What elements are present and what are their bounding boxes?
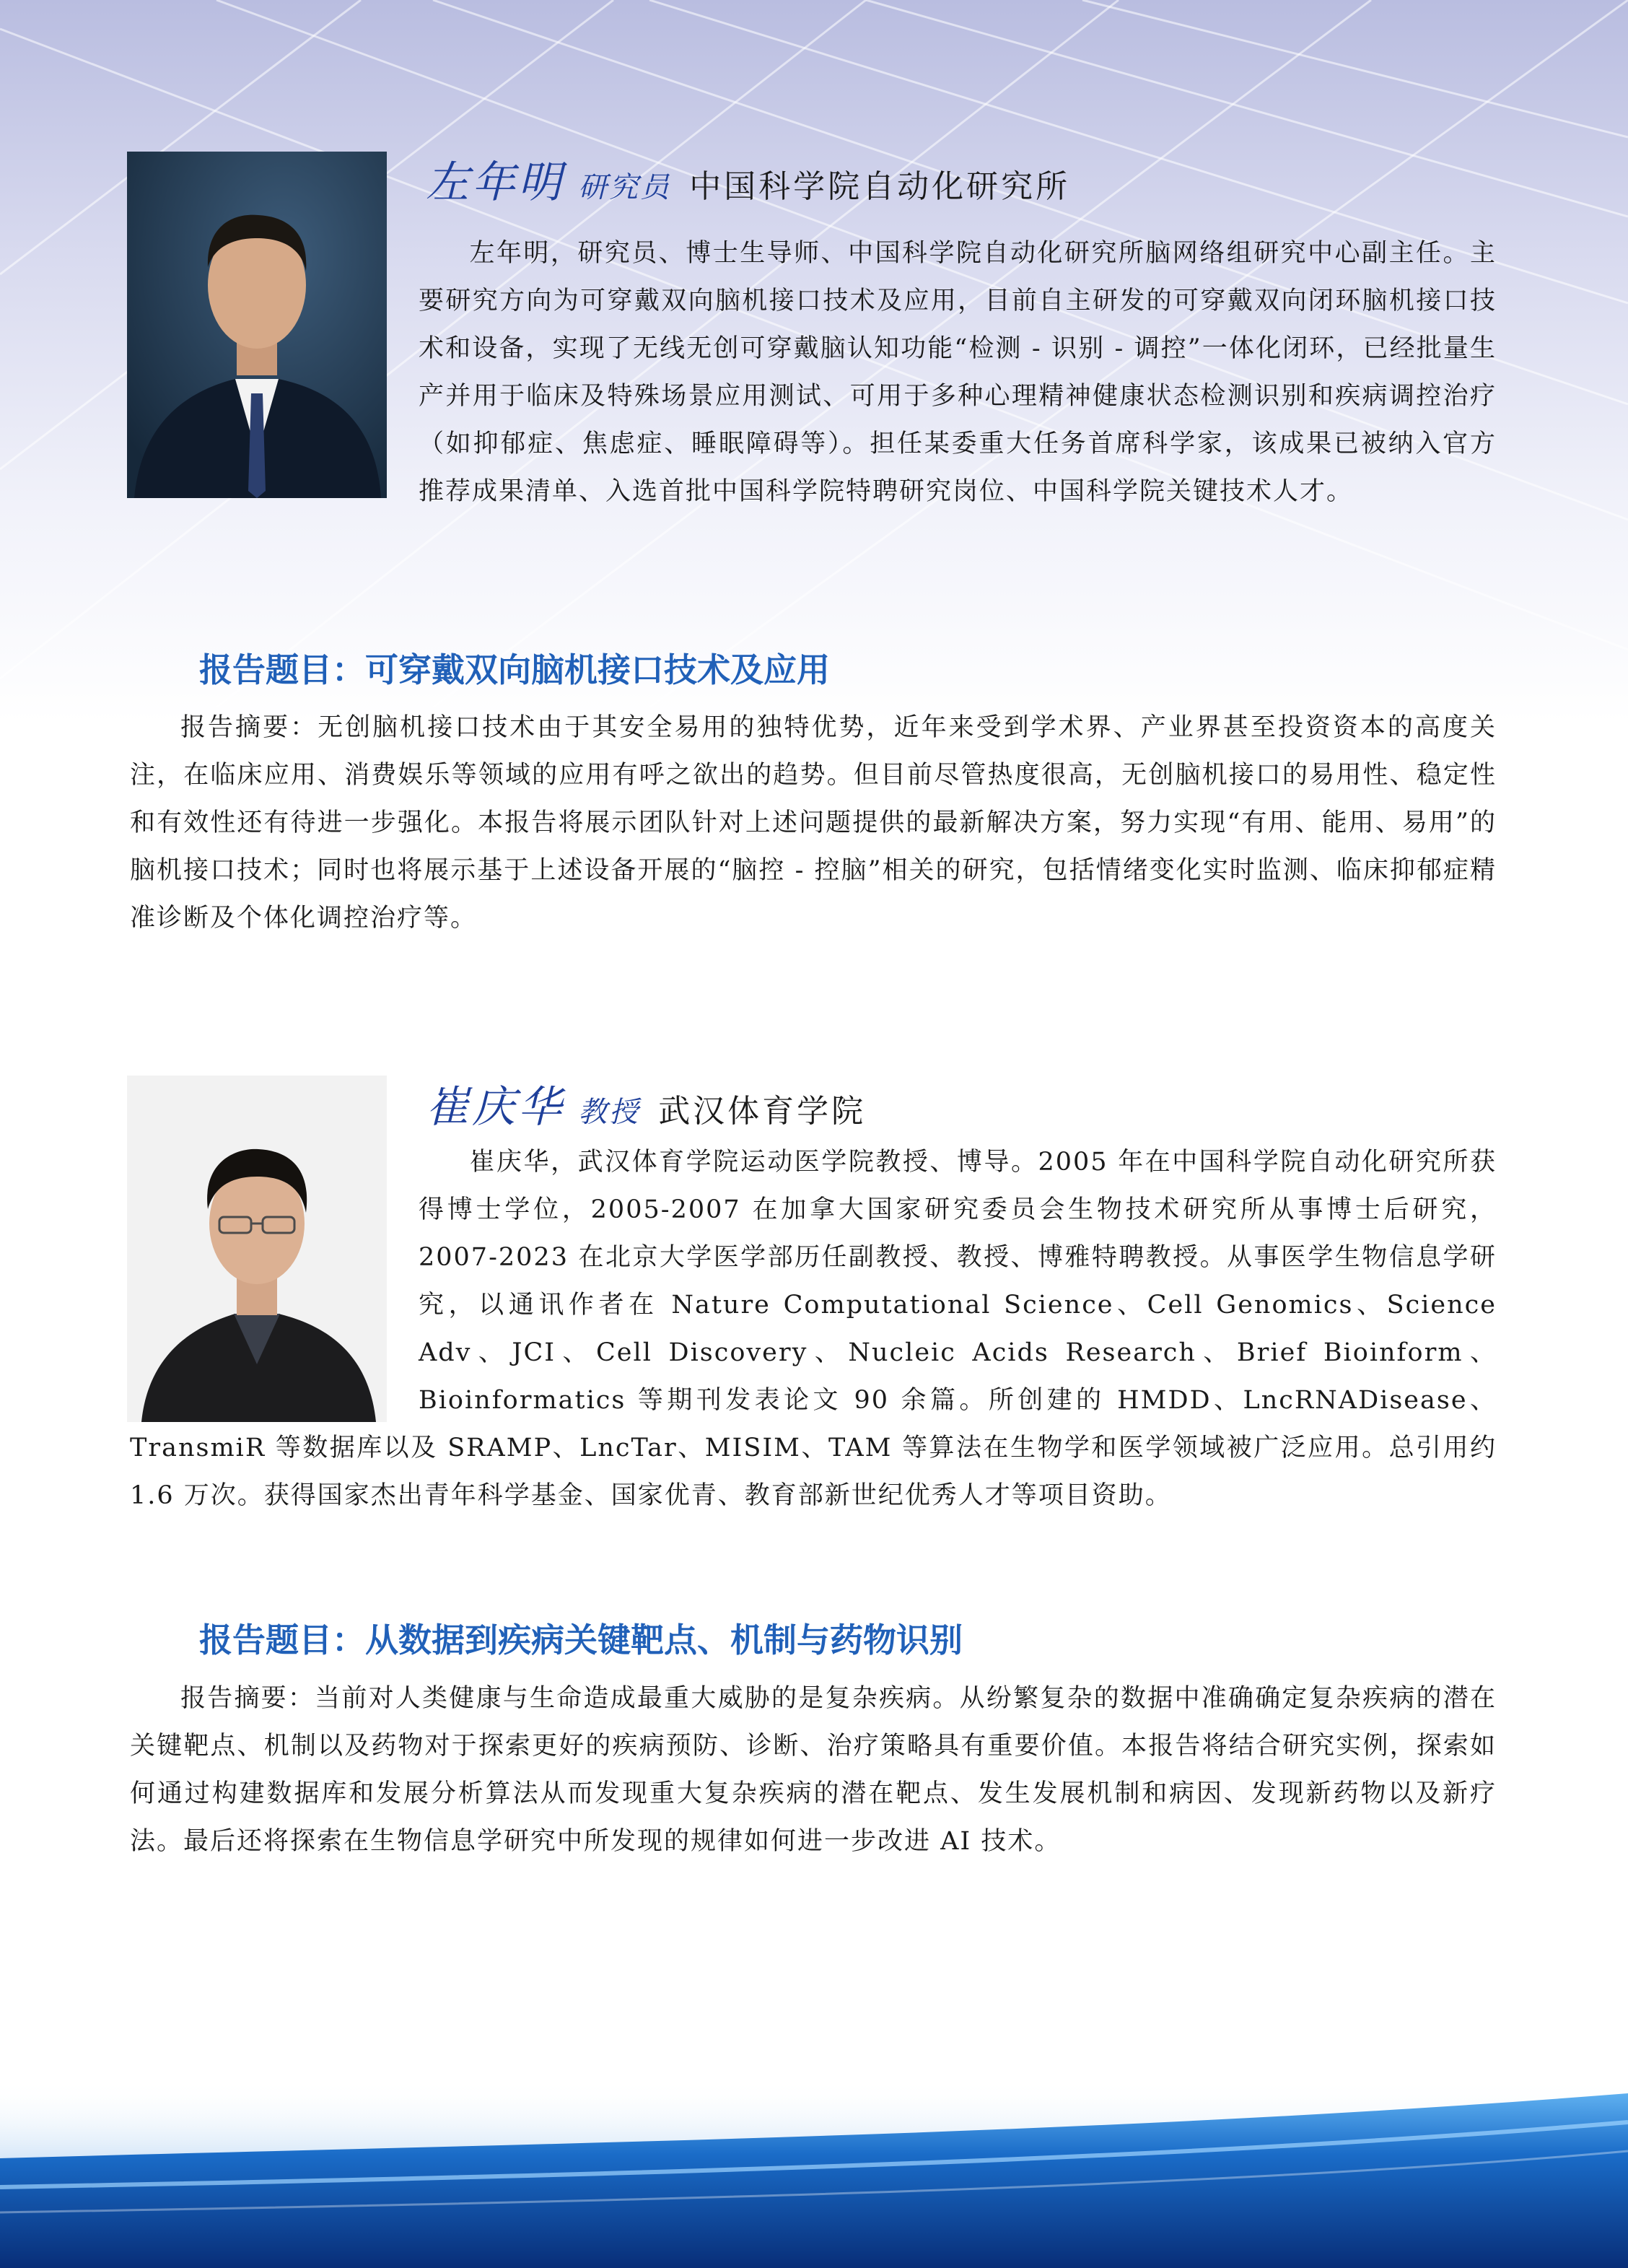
- speaker-1-topic: 报告题目：可穿戴双向脑机接口技术及应用: [199, 650, 830, 689]
- portrait-wrap-spacer: [130, 1138, 419, 1424]
- speaker-1-rank: 研究员: [578, 171, 672, 204]
- portrait-wrap-spacer: [130, 230, 419, 515]
- speaker-2-name: 崔庆华: [426, 1082, 564, 1133]
- speaker-2-bio: 崔庆华，武汉体育学院运动医学院教授、博导。2005 年在中国科学院自动化研究所获得博士学位，2005-2007 在加拿大国家研究委员会生物技术研究所从事博士后研究，2007-2023 在北京大学医学部历任副教授、教授、博雅特聘教授。从事医学生物信息学研究，以通讯作者在 Nature Computational Science、Cell Genomics、Science Adv、JCI、Cell Discovery、Nucleic Acids Research、Brief Bioinform、Bioinformatics 等期刊发表论文 90 余篇。所创建的 HMDD、LncRNADisease、TransmiR 等数据库以及 SRAMP、LncTar、MISIM、TAM 等算法在生物学和医学领域被广泛应用。总引用约 1.6 万次。获得国家杰出青年科学基金、国家优青、教育部新世纪优秀人才等项目资助。: [130, 1138, 1497, 1519]
- bottom-decorative-band: [0, 2079, 1628, 2268]
- speaker-1-header: [426, 148, 1070, 210]
- speaker-2-topic: 报告题目：从数据到疾病关键靶点、机制与药物识别: [199, 1621, 963, 1659]
- speaker-1-org: 中国科学院自动化研究所: [689, 168, 1071, 205]
- speaker-2-header: [426, 1073, 866, 1135]
- speaker-1-name: 左年明: [426, 157, 564, 208]
- speaker-1-bio: 左年明，研究员、博士生导师、中国科学院自动化研究所脑网络组研究中心副主任。主要研究方向为可穿戴双向脑机接口技术及应用，目前自主研发的可穿戴双向闭环脑机接口技术和设备，实现了无线无创可穿戴脑认知功能“检测 - 识别 - 调控”一体化闭环，已经批量生产并用于临床及特殊场景应用测试、可用于多种心理精神健康状态检测识别和疾病调控治疗（如抑郁症、焦虑症、睡眠障碍等）。担任某委重大任务首席科学家，该成果已被纳入官方推荐成果清单、入选首批中国科学院特聘研究岗位、中国科学院关键技术人才。: [130, 230, 1497, 515]
- speaker-2-abstract: 报告摘要：当前对人类健康与生命造成最重大威胁的是复杂疾病。从纷繁复杂的数据中准确确定复杂疾病的潜在关键靶点、机制以及药物对于探索更好的疾病预防、诊断、治疗策略具有重要价值。本报告将结合研究实例，探索如何通过构建数据库和发展分析算法从而发现重大复杂疾病的潜在靶点、发生发展机制和病因、发现新药物以及新疗法。最后还将探索在生物信息学研究中所发现的规律如何进一步改进 AI 技术。: [130, 1684, 1497, 1856]
- speaker-1-abstract: 报告摘要：无创脑机接口技术由于其安全易用的独特优势，近年来受到学术界、产业界甚至投资资本的高度关注，在临床应用、消费娱乐等领域的应用有呼之欲出的趋势。但目前尽管热度很高，无创脑机接口的易用性、稳定性和有效性还有待进一步强化。本报告将展示团队针对上述问题提供的最新解决方案，努力实现“有用、能用、易用”的脑机接口技术；同时也将展示基于上述设备开展的“脑控 - 控脑”相关的研究，包括情绪变化实时监测、临床抑郁症精准诊断及个体化调控治疗等。: [130, 713, 1497, 933]
- speaker-2-org: 武汉体育学院: [658, 1093, 867, 1130]
- speaker-2-rank: 教授: [578, 1096, 641, 1129]
